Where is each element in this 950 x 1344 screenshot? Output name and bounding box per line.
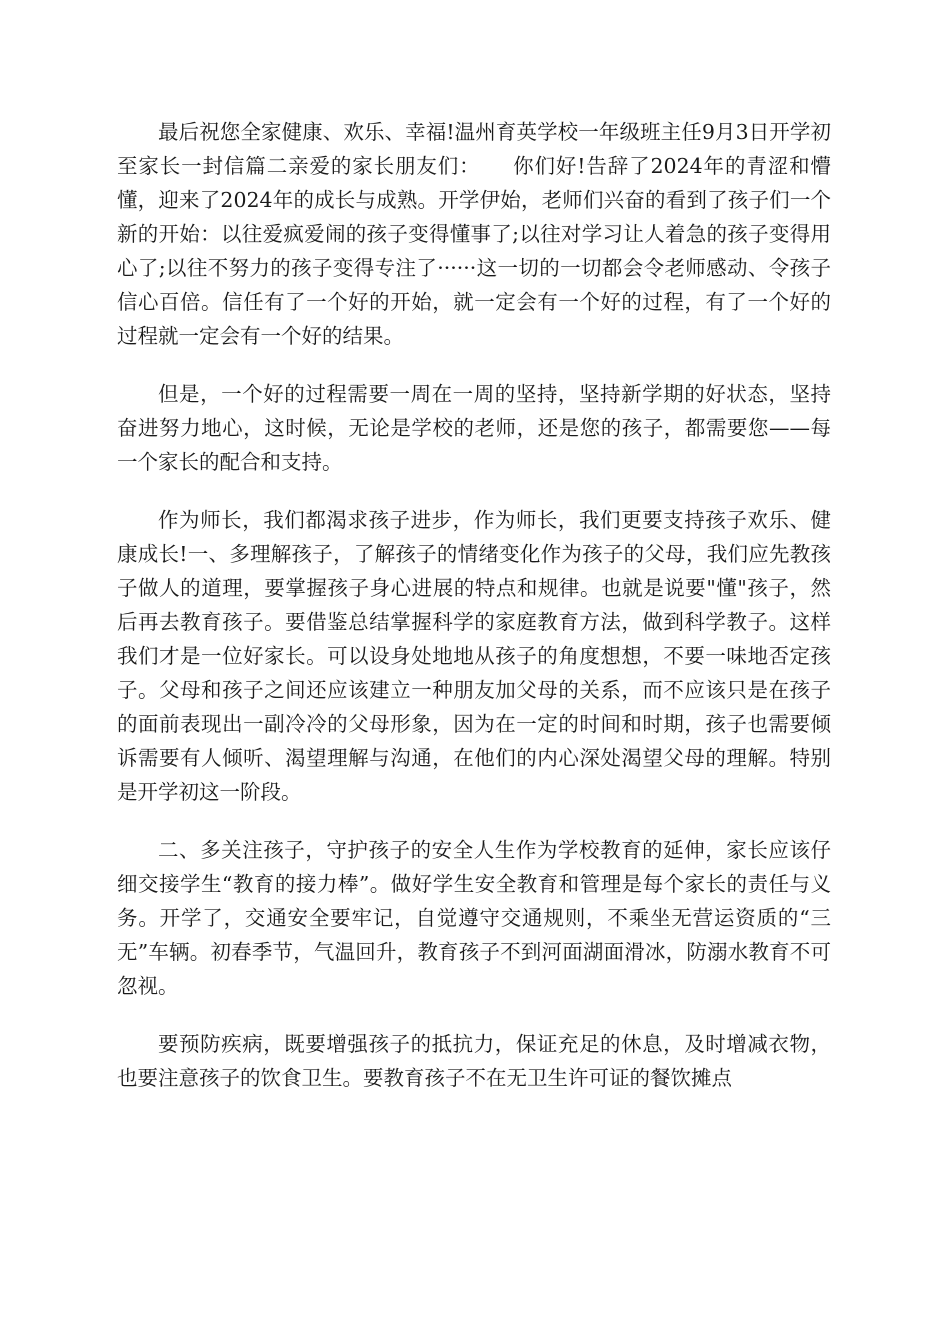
paragraph-1: 最后祝您全家健康、欢乐、幸福!温州育英学校一年级班主任9月3日开学初至家长一封信篇二亲爱的家长朋友们： 你们好!告辞了2024年的青涩和懵懂，迎来了2024年的成长与成熟。开学伊始，老师们兴奋的看到了孩子们一个新的开始：以往爱疯爱闹的孩子变得懂事了;以往对学习让人着急的孩子变得用心了;以往不努力的孩子变得专注了······这一切的一切都会令老师感动、令孩子信心百倍。信任有了一个好的开始，就一定会有一个好的过程，有了一个好的过程就一定会有一个好的结果。 — [117, 120, 831, 348]
paragraph-2: 但是，一个好的过程需要一周在一周的坚持，坚持新学期的好状态，坚持奋进努力地心，这时候，无论是学校的老师，还是您的孩子，都需要您——每一个家长的配合和支持。 — [117, 382, 831, 474]
document-body — [117, 115, 831, 1095]
paragraph-3: 作为师长，我们都渴求孩子进步，作为师长，我们更要支持孩子欢乐、健康成长!一、多理解孩子，了解孩子的情绪变化作为孩子的父母，我们应先教孩子做人的道理，要掌握孩子身心进展的特点和规律。也就是说要"懂"孩子，然后再去教育孩子。要借鉴总结掌握科学的家庭教育方法，做到科学教子。这样我们才是一位好家长。可以设身处地地从孩子的角度想想，不要一味地否定孩子。父母和孩子之间还应该建立一种朋友加父母的关系，而不应该只是在孩子的面前表现出一副冷冷的父母形象，因为在一定的时间和时期，孩子也需要倾诉需要有人倾听、渴望理解与沟通，在他们的内心深处渴望父母的理解。特别是开学初这一阶段。 — [117, 508, 831, 804]
paragraph-4: 二、多关注孩子，守护孩子的安全人生作为学校教育的延伸，家长应该仔细交接学生“教育的接力棒”。做好学生安全教育和管理是每个家长的责任与义务。开学了，交通安全要牢记，自觉遵守交通规则，不乘坐无营运资质的“三无”车辆。初春季节，气温回升，教育孩子不到河面湖面滑冰，防溺水教育不可忽视。 — [117, 838, 831, 998]
paragraph-5: 要预防疾病，既要增强孩子的抵抗力，保证充足的休息，及时增减衣物，也要注意孩子的饮食卫生。要教育孩子不在无卫生许可证的餐饮摊点 — [117, 1032, 831, 1090]
